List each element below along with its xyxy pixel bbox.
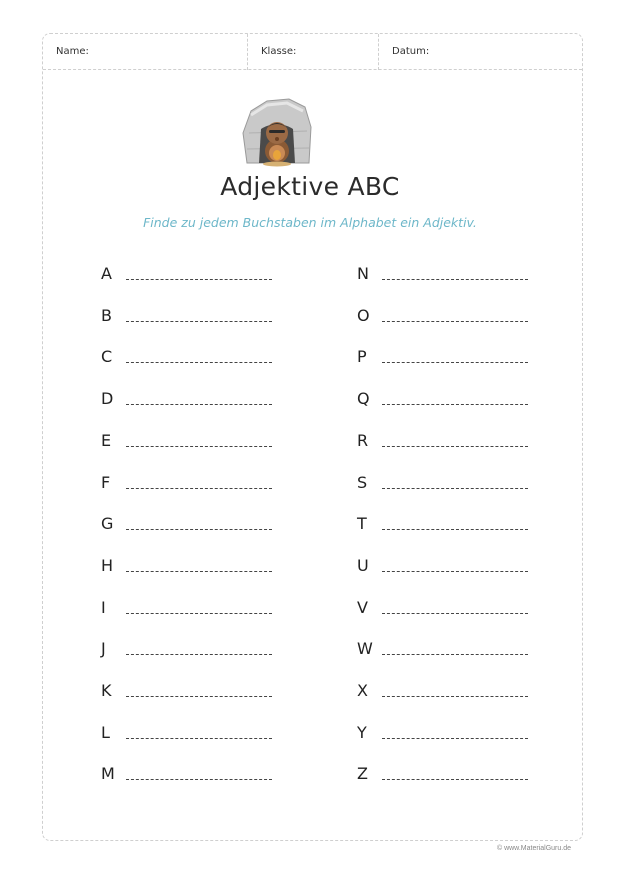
letter-label: T: [357, 514, 367, 534]
answer-line[interactable]: [382, 738, 528, 739]
letter-label: G: [101, 514, 114, 534]
letter-label: Z: [357, 764, 368, 784]
answer-line[interactable]: [126, 279, 272, 280]
answer-line[interactable]: [126, 779, 272, 780]
letter-label: U: [357, 555, 369, 575]
answer-line[interactable]: [126, 654, 272, 655]
letter-label: V: [357, 597, 368, 617]
letter-label: L: [101, 722, 110, 742]
letter-label: A: [101, 264, 112, 283]
letter-label: J: [101, 639, 106, 659]
letter-label: B: [101, 305, 112, 325]
date-label: Datum:: [392, 46, 430, 57]
letter-label: H: [101, 555, 114, 575]
letter-label: O: [357, 305, 370, 325]
answer-line[interactable]: [126, 529, 272, 530]
letter-label: Y: [357, 722, 367, 742]
letter-label: P: [357, 347, 367, 367]
letter-label: Q: [357, 389, 370, 409]
letter-label: C: [101, 347, 113, 367]
answer-line[interactable]: [382, 321, 528, 322]
answer-line[interactable]: [126, 613, 272, 614]
letter-label: N: [357, 264, 369, 283]
answer-line[interactable]: [382, 446, 528, 447]
letter-label: W: [357, 639, 373, 659]
answer-line[interactable]: [126, 571, 272, 572]
class-label: Klasse:: [261, 46, 297, 57]
letter-label: D: [101, 389, 114, 409]
letter-label: M: [101, 764, 115, 784]
answer-line[interactable]: [382, 404, 528, 405]
name-label: Name:: [56, 46, 89, 57]
letter-label: F: [101, 472, 111, 492]
answer-line[interactable]: [126, 446, 272, 447]
answer-line[interactable]: [382, 654, 528, 655]
copyright-footer: © www.MaterialGuru.de: [496, 845, 571, 852]
answer-line[interactable]: [382, 696, 528, 697]
letter-label: S: [357, 472, 368, 492]
answer-line[interactable]: [382, 529, 528, 530]
answer-line[interactable]: [126, 738, 272, 739]
answer-line[interactable]: [382, 279, 528, 280]
answer-line[interactable]: [382, 488, 528, 489]
answer-line[interactable]: [382, 571, 528, 572]
answer-line[interactable]: [382, 779, 528, 780]
answer-line[interactable]: [382, 362, 528, 363]
letter-label: K: [101, 681, 112, 700]
letter-label: X: [357, 681, 368, 700]
letter-label: E: [101, 430, 112, 450]
letter-label: I: [101, 597, 106, 617]
answer-line[interactable]: [126, 404, 272, 405]
answer-line[interactable]: [126, 488, 272, 489]
answer-line[interactable]: [382, 613, 528, 614]
worksheet-title: Adjektive ABC: [220, 172, 400, 201]
answer-line[interactable]: [126, 362, 272, 363]
letter-label: R: [357, 430, 369, 450]
worksheet-instruction: Finde zu jedem Buchstaben im Alphabet ein Adjektiv.: [143, 215, 477, 230]
answer-line[interactable]: [126, 321, 272, 322]
answer-line[interactable]: [126, 696, 272, 697]
